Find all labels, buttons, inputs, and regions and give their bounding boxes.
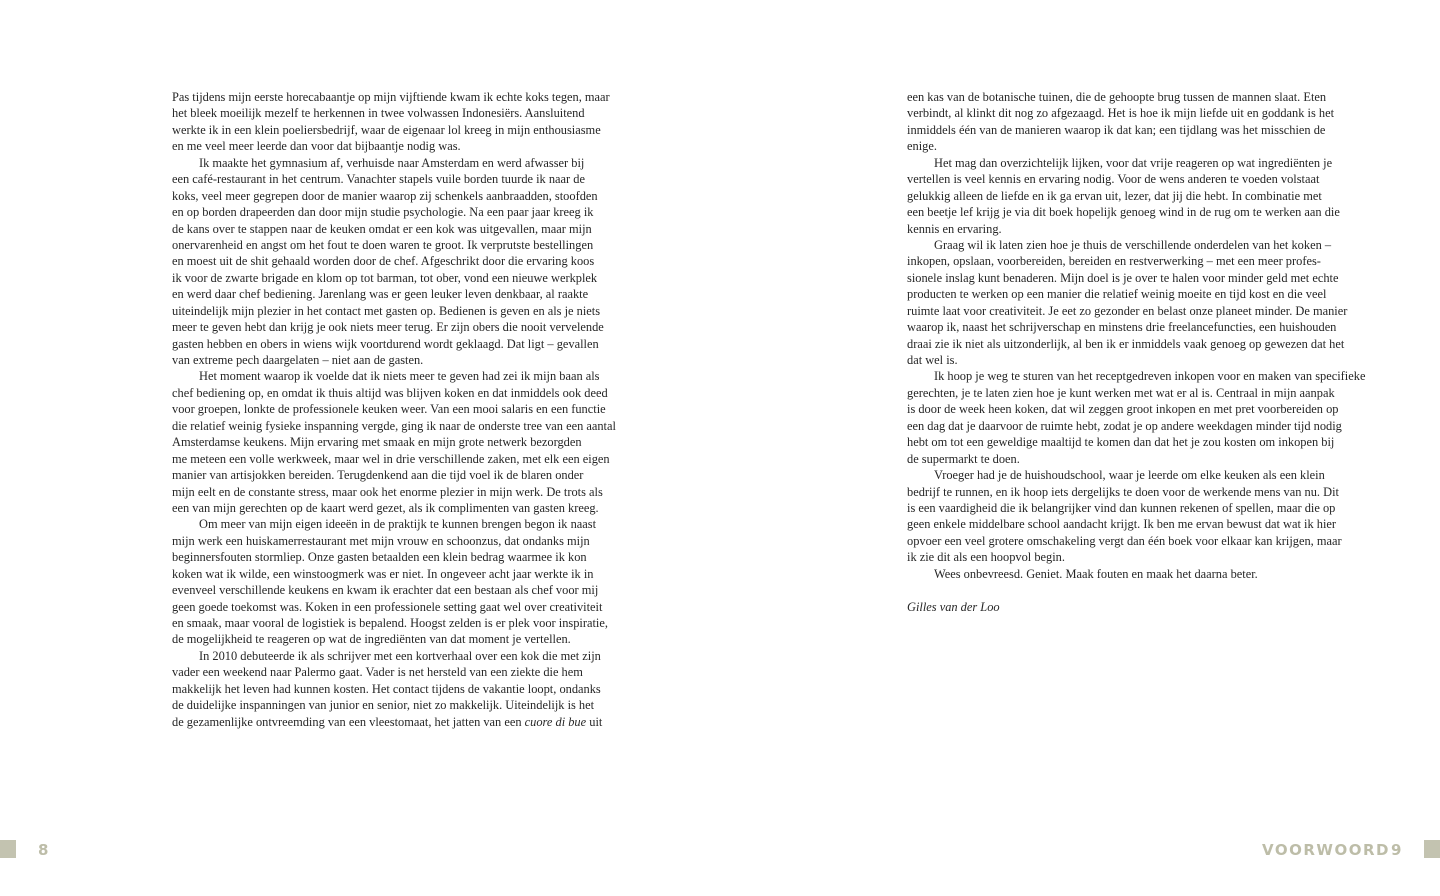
text-line: bedrijf te runnen, en ik hoop iets dergelijks te doen voor de werkende mens van nu. Dit [907, 484, 1339, 499]
page-number-left: 8 [38, 841, 49, 859]
text-line: onervarenheid en angst om het fout te doen waren te groot. Ik verprutste bestellingen [172, 237, 594, 252]
text-line: chef bediening op, en omdat ik thuis altijd was blijven koken en dat inmiddels ook deed [172, 385, 608, 400]
left-page-marker [0, 840, 16, 858]
text-line: en moest uit de shit gehaald worden door de chef. Afgeschrikt door die ervaring koos [172, 254, 595, 269]
text-line: is door de week heen koken, dat wil zeggen groot inkopen en met pret voorbereiden op [907, 402, 1339, 417]
text-line: en werd daar chef bediening. Jarenlang was er geen leuker leven denkbaar, al raakte [172, 287, 589, 302]
text-line: werkte ik in een klein poeliersbedrijf, waar de eigenaar lol kreeg in mijn enthousiasme [172, 122, 601, 137]
text-line: Graag wil ik laten zien hoe je thuis de verschillende onderdelen van het koken – [934, 237, 1332, 252]
text-line: koken wat ik wilde, een winstoogmerk was er niet. In ongeveer acht jaar werkte ik in [172, 566, 594, 581]
text-line: en me veel meer leerde dan voor dat bijbaantje nodig was. [172, 139, 461, 154]
text-line: geen goede toekomst was. Koken in een professionele setting gaat wel over creativiteit [172, 599, 603, 614]
text-line: inmiddels één van de manieren waarop ik dat kan; een tijdlang was het misschien de [907, 122, 1326, 137]
text-line: producten te werken op een manier die relatief weinig moeite en tijd kost en die veel [907, 287, 1327, 302]
text-line: mijn eelt en de constante stress, maar ook het enorme plezier in mijn werk. De trots als [172, 484, 603, 499]
text-line: van extreme pech daargelaten – niet aan de gasten. [172, 353, 424, 367]
text-line: de duidelijke inspanningen van junior en senior, niet zo makkelijk. Uiteindelijk is het [172, 698, 595, 713]
text-line: voor groepen, lonkte de professionele keuken weer. Van een mooi salaris en een functie [172, 402, 606, 417]
text-line: de supermarkt te doen. [907, 451, 1020, 466]
text-line: kennis en ervaring. [907, 221, 1002, 236]
text-line: hebt om tot een geweldige maaltijd te komen dan dat het je zou kosten om inkopen bij [907, 435, 1335, 450]
text-line: Het moment waarop ik voelde dat ik niets meer te geven had zei ik mijn baan als [199, 369, 600, 384]
text-line: enige. [907, 139, 937, 154]
text-line: gelukkig alleen de liefde en ik ga ervan uit, lezer, dat jij die hebt. In combinatie met [907, 188, 1322, 203]
text-line: ruimte laat voor creativiteit. Je eet zo gezonder en belast onze planeet minder. De manier [907, 303, 1348, 318]
text-segment: uit [589, 714, 603, 729]
text-line: Ik maakte het gymnasium af, verhuisde naar Amsterdam en werd afwasser bij [199, 155, 585, 170]
text-line-last [172, 714, 624, 730]
text-line: me meteen een volle werkweek, maar wel in drie verschillende zaken, met elk een eigen [172, 451, 610, 466]
text-line: draai zie ik niet als uitzonderlijk, al ben ik er inmiddels vaak genoeg op gewezen dat het [907, 336, 1345, 351]
text-line: dat wel is. [907, 353, 958, 367]
text-line: opvoer een veel grotere omschakeling vergt dan één boek voor elkaar kan krijgen, maar [907, 533, 1342, 548]
text-line: vader een weekend naar Palermo gaat. Vader is net hersteld van een ziekte die hem [172, 665, 583, 680]
text-line: gerechten, je te laten zien hoe je kunt werken met wat er al is. Centraal in mijn aanpak [907, 385, 1335, 400]
page-number-right: 9 [1391, 841, 1402, 859]
text-line: koks, veel meer gegrepen door de manier waarop zij schenkels aanbraadden, stoofden [172, 188, 598, 203]
text-line: en smaak, maar vooral de logistiek is bepalend. Hoogst zelden is er plek voor inspiratie, [172, 616, 608, 630]
text-line: sionele inslag kunt benaderen. Mijn doel is je over te halen voor minder geld met echte [907, 270, 1339, 285]
text-line: gasten hebben en obers in wiens wijk voortdurend wordt geklaagd. Dat ligt – gevallen [172, 336, 599, 351]
text-line: Amsterdamse keukens. Mijn ervaring met smaak en mijn grote netwerk bezorgden [172, 435, 582, 450]
text-line: meer te geven hebt dan krijg je ook niets meer terug. Er zijn obers die nooit vervelende [172, 320, 604, 335]
text-line: de kans over te stappen naar de keuken omdat er een kok was uitgevallen, maar mijn [172, 221, 592, 236]
text-line: Vroeger had je de huishoudschool, waar je leerde om elke keuken als een klein [934, 468, 1325, 483]
text-line: ik voor de zwarte brigade en klom op tot barman, tot ober, vond een nieuwe werkplek [172, 270, 598, 285]
right-page-marker [1424, 840, 1440, 858]
text-line: makkelijk het leven had kunnen kosten. Het contact tijdens de vakantie loopt, ondanks [172, 681, 601, 696]
text-line: In 2010 debuteerde ik als schrijver met een kortverhaal over een kok die met zijn [199, 648, 601, 663]
text-line: mijn werk een huiskamerrestaurant met mijn vrouw en schoonzus, dat ondanks mijn [172, 533, 590, 548]
italic-phrase: cuore di bue [524, 714, 587, 729]
text-line: is een vaardigheid die ik belangrijker vind dan kunnen rekenen of spellen, maar die op [907, 500, 1336, 515]
text-segment: de gezamenlijke ontvreemding van een vleestomaat, het jatten van een [172, 714, 522, 729]
text-line: manier van artisjokken bereiden. Terugdenkend aan die tijd voel ik de blaren onder [172, 468, 584, 483]
right-page-text [907, 89, 1366, 615]
text-line: inkopen, opslaan, voorbereiden, bereiden en restverwerking – met een meer profes- [907, 254, 1321, 269]
text-line: geen enkele middelbare school aandacht krijgt. Ik ben me ervan bewust dat wat ik hier [907, 517, 1337, 532]
text-line: Wees onbevreesd. Geniet. Maak fouten en maak het daarna beter. [934, 566, 1258, 581]
text-line: waarop ik, naast het schrijverschap en minstens drie freelancefuncties, een huishouden [907, 320, 1337, 335]
author-signature: Gilles van der Loo [907, 599, 1000, 614]
text-line: een beetje lef krijg je via dit boek hopelijk genoeg wind in de rug om te werken aan die [907, 205, 1340, 220]
section-title: VOORWOORD [1262, 841, 1390, 859]
text-line: een kas van de botanische tuinen, die de gehoopte brug tussen de mannen slaat. Eten [907, 90, 1327, 104]
text-line: Ik hoop je weg te sturen van het receptgedreven inkopen voor en maken van specifieke [934, 369, 1366, 384]
text-line: Het mag dan overzichtelijk lijken, voor dat vrije reageren op wat ingrediënten je [934, 155, 1333, 170]
text-line: evenveel verschillende keukens en kwam ik erachter dat een bestaan als chef voor mij [172, 583, 599, 598]
left-page-text [172, 89, 624, 730]
text-line: vertellen is veel kennis en ervaring nodig. Voor de wens anderen te voeden volstaat [907, 172, 1320, 187]
text-line: ik zie dit als een hoopvol begin. [907, 550, 1065, 565]
text-line: de mogelijkheid te reageren op wat de ingrediënten van dat moment je vertellen. [172, 632, 571, 647]
text-line: Pas tijdens mijn eerste horecabaantje op mijn vijftiende kwam ik echte koks tegen, maar [172, 90, 610, 104]
text-line: een van mijn gerechten op de kaart werd gezet, als ik complimenten van gasten kreeg. [172, 500, 599, 515]
text-line: verbindt, al klinkt dit nog zo afgezaagd. Het is hoe ik mijn liefde uit en goddank is het [907, 106, 1335, 121]
text-line: uiteindelijk mijn plezier in het contact met gasten op. Bedienen is geven en als je niets [172, 303, 601, 318]
text-line: beginnersfouten stormliep. Onze gasten betaalden een klein bedrag waarmee ik kon [172, 550, 587, 565]
text-line: en op borden drapeerden dan door mijn studie psychologie. Na een paar jaar kreeg ik [172, 205, 594, 220]
text-line: Om meer van mijn eigen ideeën in de praktijk te kunnen brengen begon ik naast [199, 517, 597, 532]
text-line: een café-restaurant in het centrum. Vanachter stapels vuile borden tuurde ik naar de [172, 172, 585, 187]
text-line: een dag dat je daarvoor de ruimte hebt, zodat je op andere weekdagen minder tijd nodig [907, 418, 1342, 433]
text-line: die relatief weinig fysieke inspanning vergde, ging ik naar de onderste tree van een aantal [172, 418, 616, 433]
text-line: het bleek moeilijk mezelf te herkennen in twee volwassen Indonesiërs. Aansluitend [172, 106, 585, 121]
